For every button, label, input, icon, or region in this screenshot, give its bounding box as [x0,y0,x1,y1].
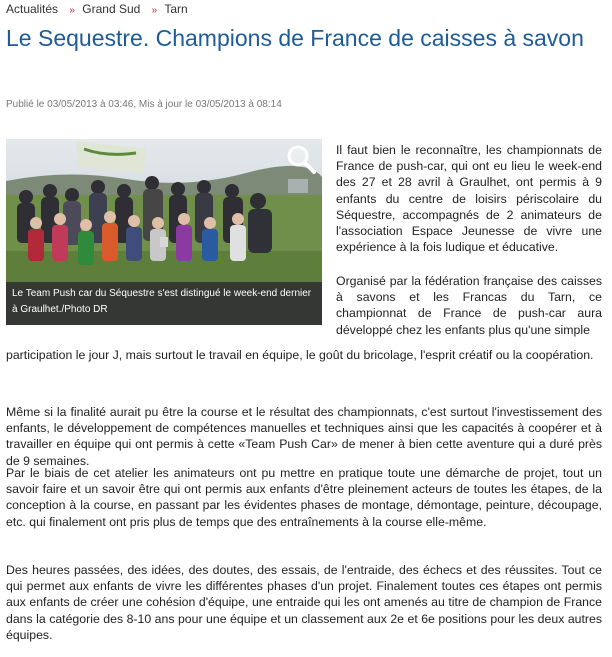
magnifier-icon[interactable] [285,143,317,175]
article-photo[interactable] [6,139,322,325]
article-paragraph-2: Organisé par la fédération française des caisses à savons et les Francas du Tarn, ce championnat de France de push-car aura développé chez les enfants plus qu'une simple [336,274,602,337]
publication-date: Publié le 03/05/2013 à 03:46, Mis à jour le 03/05/2013 à 08:14 [6,99,282,110]
team-photo-image [6,139,322,282]
article-paragraph-5: Des heures passées, des idées, des doutes, des essais, de l'entraide, des échecs et des réussites. Tout ce qui permet aux enfants de vivre les différentes phases d'un projet. Finalement toutes ces étapes ont permis aux enfants de créer une cohésion d'équipe, une entraide qui les ont amenés au titre de champion de France dans la catégorie des 8-10 ans pour une équipe et un classement aux 2e et 6e positions pour les deux autres équipes. [6,563,602,642]
breadcrumb [6,2,188,16]
article-paragraph-3: Même si la finalité aurait pu être la course et le résultat des championnats, c'est surtout l'investissement des enfants, le développement de compétences manuelles et techniques ainsi que les capacités à coopérer et à travailler en équipe qui ont permis à cette «Team Push Car» de mener à bien cette aventure qui a duré près de 9 semaines. [6,405,602,468]
article-paragraph-2-continued: participation le jour J, mais surtout le travail en équipe, le goût du bricolage, l'esprit créatif ou la coopération. [6,348,594,362]
article-title: Le Sequestre. Champions de France de caisses à savon [6,25,584,51]
breadcrumb-item-grand-sud[interactable]: Grand Sud [82,2,141,16]
breadcrumb-item-tarn[interactable]: Tarn [164,2,188,16]
article-paragraph-1: Il faut bien le reconnaître, les championnats de France de push-car, qui ont eu lieu le week-end des 27 et 28 avril à Graulhet, ont permis à 9 enfants du centre de loisirs périscolaire du Séquestre, accompagnés de 2 animateurs de l'association Espace Jeunesse de vivre une expérience à la fois ludique et éducative. [336,143,602,255]
article-paragraph-4: Par le biais de cet atelier les animateurs ont pu mettre en pratique toute une démarche de projet, tout un savoir faire et un savoir être qui ont permis aux enfants d'être pleinement acteurs de toutes les étapes, de la conception à la course, en passant par les évidentes phases de montage, démontage, peinture, découpage, etc. qui finalement ont pris plus de temps que des entraînements à la course elle-même. [6,466,602,529]
photo-caption: Le Team Push car du Séquestre s'est distingué le week-end dernier à Graulhet./Photo DR [6,282,322,325]
chevron-right-icon: » [69,5,75,16]
breadcrumb-item-actualites[interactable]: Actualités [6,2,59,16]
chevron-right-icon: » [151,5,158,16]
